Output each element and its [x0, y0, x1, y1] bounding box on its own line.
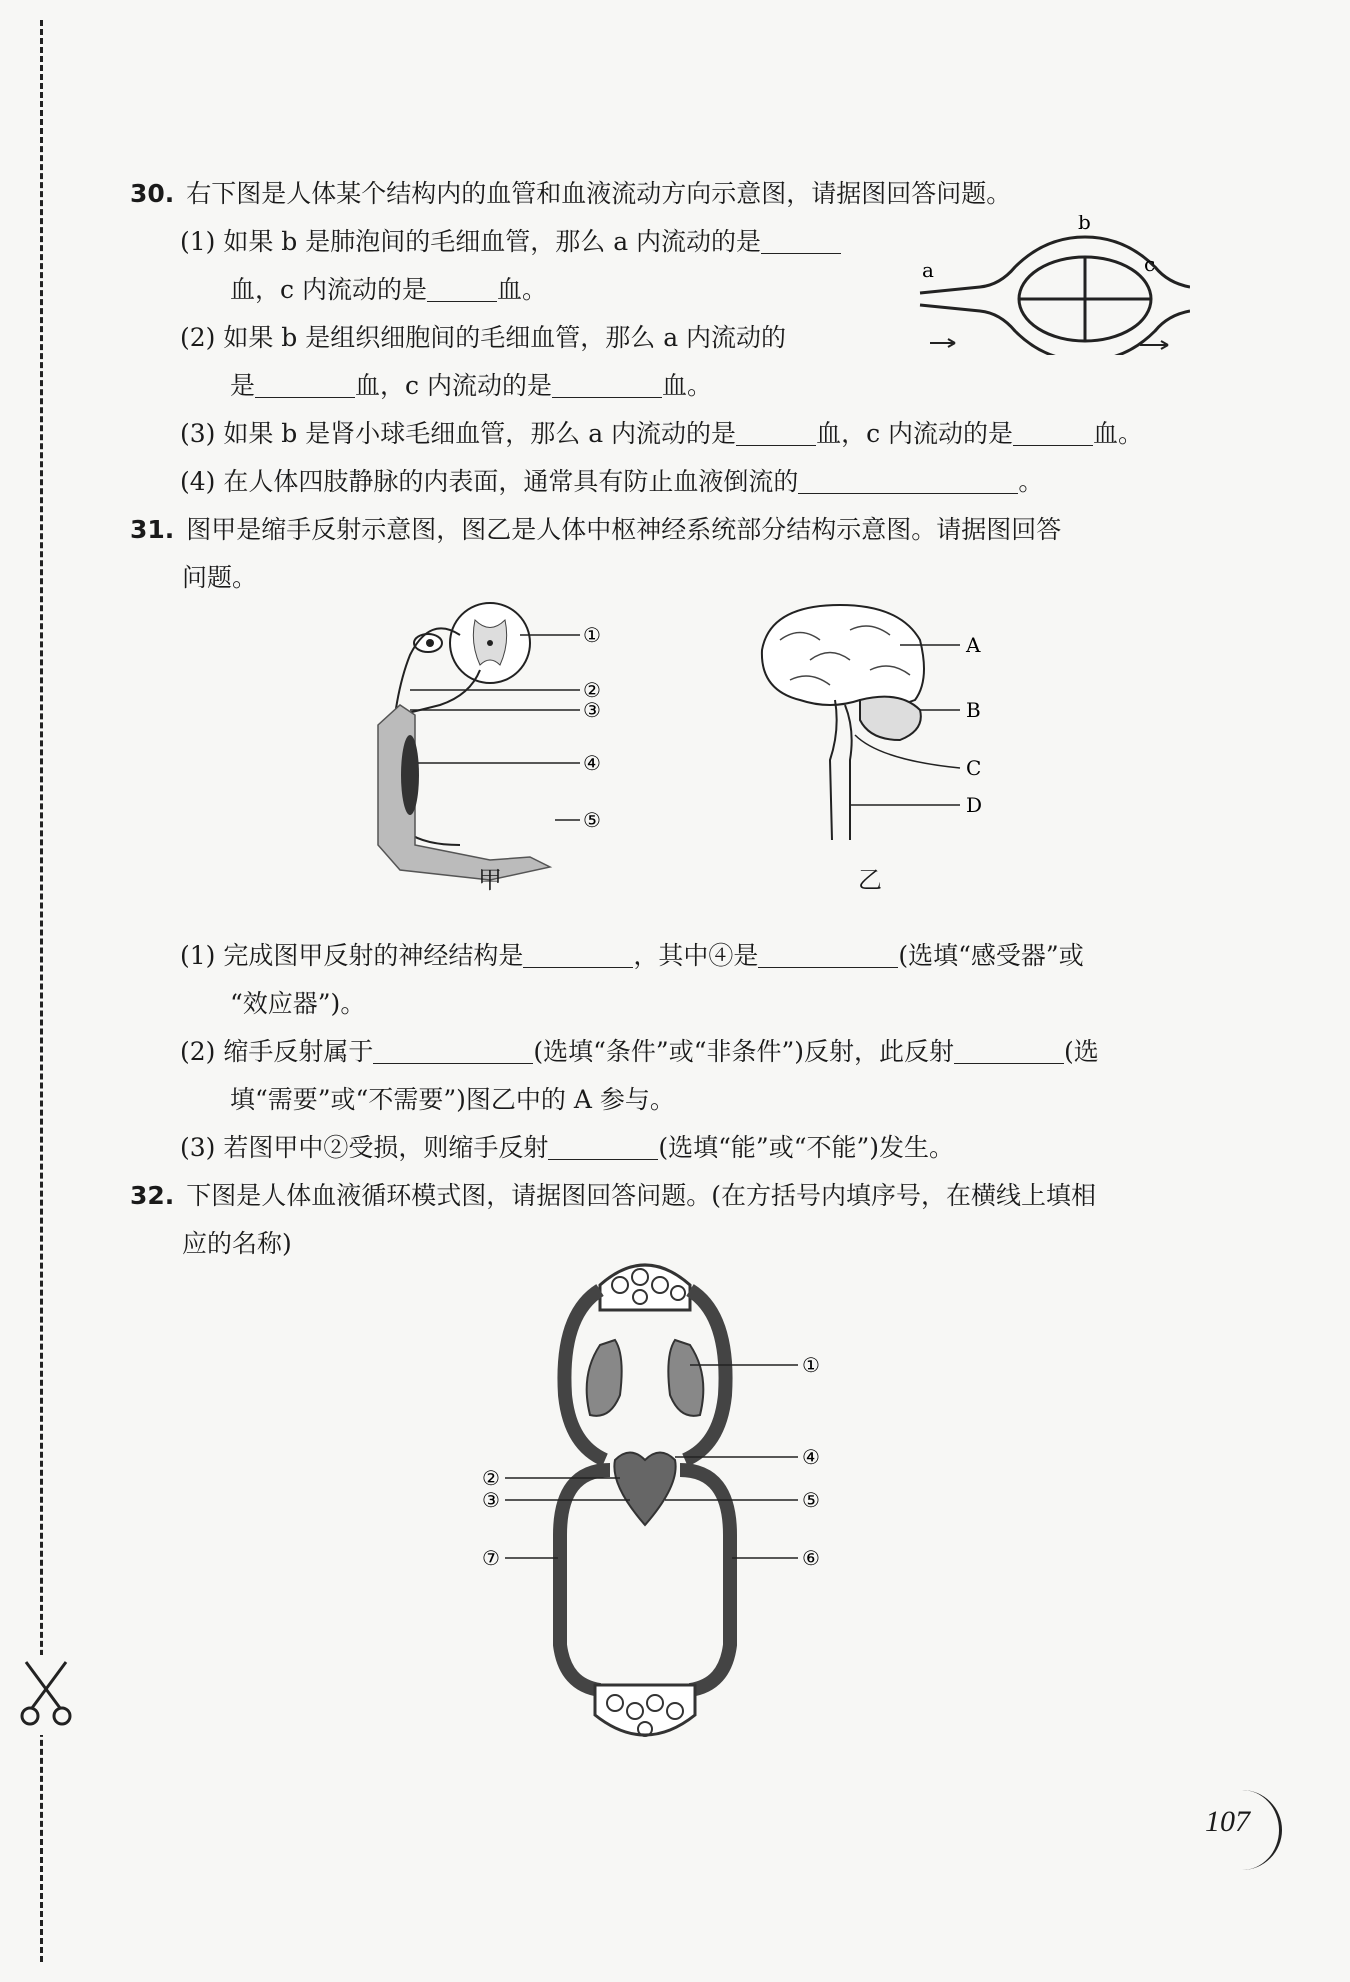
- q31-blank-5[interactable]: [548, 1129, 658, 1160]
- circulation-diagram: [480, 1245, 840, 1765]
- q30-blank-4[interactable]: [552, 367, 662, 398]
- q30-blank-3[interactable]: [255, 367, 355, 398]
- reflex-arc-diagram: [370, 595, 620, 895]
- q30-part3: (3) 如果 b 是肾小球毛细血管，那么 a 内流动的是 血，c 内流动的是 血。: [130, 410, 1190, 458]
- yi-label-a: A: [966, 633, 981, 657]
- q31-stem: 31. 图甲是缩手反射示意图，图乙是人体中枢神经系统部分结构示意图。请据图回答: [130, 515, 1062, 544]
- q30-vessel-diagram: [910, 215, 1190, 355]
- q30-blank-6[interactable]: [1013, 415, 1093, 446]
- q31-part3: (3) 若图甲中②受损，则缩手反射 (选填“能”或“不能”)发生。: [130, 1124, 1190, 1172]
- page-number: 107: [1205, 1805, 1250, 1838]
- q30-part1-cont: 血，c 内流动的是 血。: [130, 266, 1190, 314]
- circ-label-3: ③: [482, 1488, 500, 1512]
- q31-blank-1[interactable]: [523, 937, 633, 968]
- circ-label-1: ①: [802, 1353, 820, 1377]
- q31-figure-space: [130, 602, 1190, 932]
- jia-label-5: ⑤: [583, 808, 601, 832]
- yi-label-b: B: [966, 698, 981, 722]
- circ-label-6: ⑥: [802, 1546, 820, 1570]
- circ-label-7: ⑦: [482, 1546, 500, 1570]
- label-c: c: [1144, 252, 1156, 276]
- q32-stem: 32. 下图是人体血液循环模式图，请据图回答问题。(在方括号内填序号，在横线上填相: [130, 1181, 1097, 1210]
- caption-yi: 乙: [858, 866, 882, 894]
- label-b: b: [1078, 215, 1091, 234]
- q30-part2: (2) 如果 b 是组织细胞间的毛细血管，那么 a 内流动的: [180, 323, 787, 352]
- jia-label-4: ④: [583, 751, 601, 775]
- yi-label-c: C: [966, 756, 982, 780]
- q31-part1-cont: “效应器”)。: [230, 989, 366, 1018]
- label-a: a: [922, 258, 934, 282]
- q31-blank-3[interactable]: [373, 1033, 533, 1064]
- q31-blank-4[interactable]: [954, 1033, 1064, 1064]
- scissors-icon: [18, 1660, 74, 1730]
- circ-label-4: ④: [802, 1445, 820, 1469]
- q30-blank-7[interactable]: [798, 463, 1018, 494]
- caption-jia: 甲: [478, 866, 502, 894]
- jia-label-2: ②: [583, 678, 601, 702]
- q30-stem: 30. 右下图是人体某个结构内的血管和血液流动方向示意图，请据图回答问题。: [130, 179, 1012, 208]
- q30-part2-cont: 是 血，c 内流动的是 血。: [130, 362, 1190, 410]
- q30-part1: (1) 如果 b 是肺泡间的毛细血管，那么 a 内流动的是: [130, 218, 1190, 266]
- jia-label-3: ③: [583, 698, 601, 722]
- brain-diagram: [750, 600, 1000, 850]
- q30-part4: (4) 在人体四肢静脉的内表面，通常具有防止血液倒流的 。: [130, 458, 1190, 506]
- circ-label-2: ②: [482, 1466, 500, 1490]
- jia-label-1: ①: [583, 623, 601, 647]
- q31-part2: (2) 缩手反射属于 (选填“条件”或“非条件”)反射，此反射 (选: [130, 1028, 1190, 1076]
- q32-stem-cont: 应的名称): [182, 1229, 292, 1258]
- q31-part1: (1) 完成图甲反射的神经结构是 ，其中④是 (选填“感受器”或: [130, 932, 1190, 980]
- q30-blank-2[interactable]: [427, 271, 497, 302]
- q30-blank-1[interactable]: [761, 223, 841, 254]
- q31-stem-cont: 问题。: [182, 563, 258, 592]
- circ-label-5: ⑤: [802, 1488, 820, 1512]
- page-number-arc: [1219, 1790, 1282, 1870]
- yi-label-d: D: [966, 793, 983, 817]
- q31-part2-cont: 填“需要”或“不需要”)图乙中的 A 参与。: [230, 1085, 675, 1114]
- q30-blank-5[interactable]: [736, 415, 816, 446]
- q31-blank-2[interactable]: [758, 937, 898, 968]
